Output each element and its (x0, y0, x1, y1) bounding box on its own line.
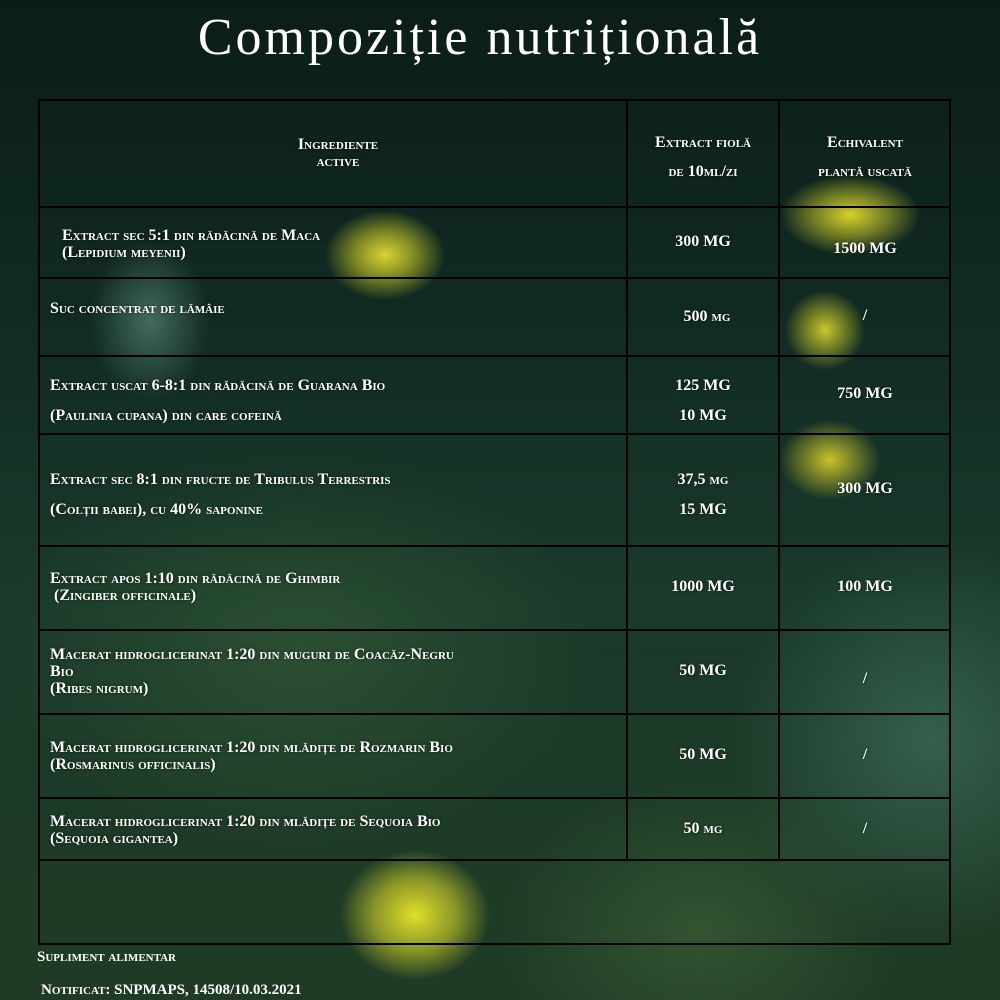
extract-value: 125 MG 10 MG (675, 377, 731, 424)
ingredient-cell: Extract sec 5:1 din rădăcină de Maca (Lepidium meyenii) (62, 227, 321, 261)
ingredient-cell: Extract apos 1:10 din rădăcină de Ghimbir (Zingiber officinale) (50, 570, 341, 604)
equivalent-value: 750 MG (837, 385, 893, 402)
header-ingredients: Ingrediente active (297, 136, 379, 170)
page-title: Compoziție nutrițională (197, 9, 763, 66)
supplement-label: Supliment alimentar (37, 949, 177, 965)
header-extract: Extract fiolă de 10ml/zi (655, 134, 751, 180)
row-divider (38, 277, 951, 279)
row-divider (38, 713, 951, 715)
equivalent-value: / (862, 670, 868, 687)
ingredient-cell: Macerat hidroglicerinat 1:20 din mlădițe de Rozmarin Bio (Rosmarinus officinalis) (50, 739, 453, 773)
equivalent-value: / (862, 820, 868, 837)
row-divider (38, 355, 951, 357)
equivalent-value: 1500 MG (833, 240, 897, 257)
extract-value: 500 mg (683, 308, 731, 325)
equivalent-value: 300 MG (837, 480, 893, 497)
extract-value: 37,5 mg 15 MG (677, 471, 729, 518)
equivalent-value: 100 MG (837, 578, 893, 595)
extract-value: 300 MG (675, 233, 731, 250)
ingredient-cell: Extract sec 8:1 din fructe de Tribulus Terrestris (Colții babei), cu 40% saponine (50, 471, 391, 518)
notification-number: Notificat: SNPMAPS, 14508/10.03.2021 (41, 982, 302, 998)
extract-value: 1000 MG (671, 578, 735, 595)
ingredient-cell: Macerat hidroglicerinat 1:20 din mlădițe de Sequoia Bio (Sequoia gigantea) (50, 813, 441, 847)
equivalent-value: / (862, 307, 868, 324)
extract-value: 50 MG (679, 746, 727, 763)
ingredient-cell: Macerat hidroglicerinat 1:20 din muguri de Coacăz-Negru Bio (Ribes nigrum) (50, 646, 454, 697)
ingredient-cell: Extract uscat 6-8:1 din rădăcină de Guarana Bio (Paulinia cupana) din care cofeină (50, 377, 386, 424)
table-border (38, 943, 951, 945)
extract-value: 50 MG (679, 662, 727, 679)
ingredient-cell: Suc concentrat de lămâie (50, 300, 225, 317)
equivalent-value: / (862, 746, 868, 763)
row-divider (38, 797, 951, 799)
table-border (949, 99, 951, 945)
table-border (38, 99, 951, 101)
header-equivalent: Echivalent plantă uscată (818, 134, 912, 180)
row-divider (38, 206, 951, 208)
row-divider (38, 433, 951, 435)
extract-value: 50 mg (683, 820, 723, 837)
row-divider (38, 859, 951, 861)
table-border (38, 99, 40, 945)
row-divider (38, 545, 951, 547)
row-divider (38, 629, 951, 631)
